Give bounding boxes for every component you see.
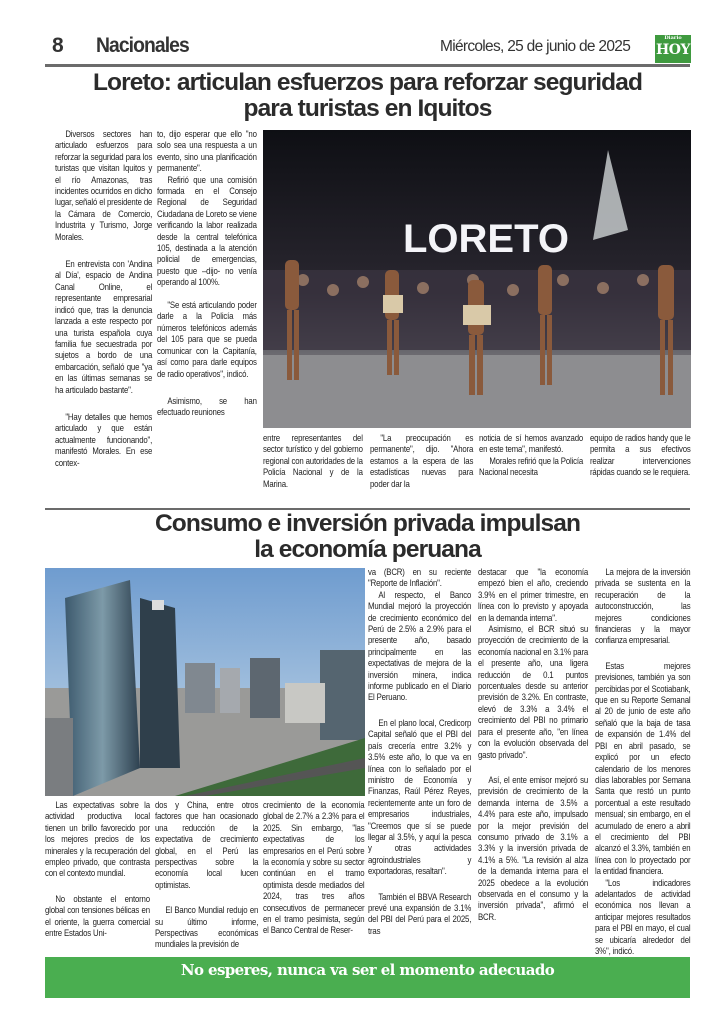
banner-text: No esperes, nunca va ser el momento adecuado [180, 961, 555, 979]
article1-column-5 [479, 433, 583, 479]
article1-column-2 [157, 129, 257, 419]
photo-sign-text: LORETO [403, 217, 569, 261]
paragraph: Diversos sectores han articulado esfuerzos para reforzar la seguridad para los turistas que visitan Iquitos y el río Amazonas, tras incidentes ocurridos en dicho lugar, señaló el presidente de la Cámara de Comercio, Industrita y Turismo, Jorge Morales. [55, 129, 153, 242]
paragraph: destacar que "la economía empezó bien el año, creciendo 3.9% en el primer trimestre, en línea con lo previsto y apoyada en la demanda interna". [478, 567, 589, 623]
headline-line: para turistas en Iquitos [243, 95, 492, 122]
article2-column-5 [478, 567, 588, 923]
headline-line: Consumo e inversión privada impulsan [154, 510, 581, 537]
paragraph: También el BBVA Research prevé una expansión de 3.1% del PBI del Perú para el 2025, tras [368, 891, 472, 936]
paragraph: Morales refirió que la Policía Nacional necesita [479, 455, 584, 478]
paragraph: to, dijo esperar que ello "no solo sea una respuesta a un evento, sino una planificación permanente". [157, 129, 257, 174]
paragraph: Estas mejores previsiones, también ya son percibidas por el Scotiabank, que en su Reporte Semanal al 20 de junio de este año señaló que la baja de tasa de expansión de 1.4% del PBI en abril pasado, se explicó por un efecto calendario de los menores días laborables por Semana Santa que restó un punto porcentual a este resultado mensual; sin embargo, en el acumulado de enero a abril el crecimiento del PBI alcanzó el 3.3%, también en línea con lo proyectado por la entidad financiera. [595, 660, 691, 877]
article1-headline [45, 70, 690, 122]
paragraph: La mejora de la inversión privada se sustenta en la recuperación de la autoconstrucción, las mejores condiciones financieras y la mayor confianza empresarial. [595, 567, 691, 646]
paragraph: Al respecto, el Banco Mundial mejoró la proyección de crecimiento económico del Perú de 2.5% a 2.9% para el presente año, basado principalmente en las expectativas de mejora de la inversión minera, indica informe publicado en el Diario El Peruano. [368, 589, 472, 703]
paragraph: Asimismo, el BCR situó su proyección de crecimiento de la economía nacional en 3.1% para el presente año, una ligera reducción de 0.1 puntos porcentuales desde su anterior previsión de 3.2%. En contraste, elevó de 3.3% a 3.4% el crecimiento del PBI no primario para el presente año, "en línea con la evolución observada del gasto privado". [478, 624, 589, 760]
paragraph: "Hay detalles que hemos articulado y que están actualmente funcionando", manifestó Morales. En ese contex- [55, 411, 153, 468]
paragraph: En el plano local, Credicorp Capital señaló que el PBI del país crecería entre 3.2% y 3.5% este año, lo que va en línea con lo señalado por el ministro de Economía y Finanzas, Raúl Pérez Reyes, recientemente ante un foro de empresarios industriales, "Creemos que sí se puede llegar al 3.5%, y aquí la pesca y otras actividades agroindustriales y exportadoras, resaltan". [368, 717, 472, 877]
paragraph: va (BCR) en su reciente "Reporte de Inflación". [368, 567, 472, 589]
headline-line: la economía peruana [254, 536, 481, 563]
article2-headline [45, 511, 690, 563]
diario-hoy-logo [655, 35, 691, 63]
paragraph: noticia de sí hemos avanzado en este tema", manifestó. [479, 433, 584, 455]
page-number: 8 [52, 34, 63, 57]
paragraph: equipo de radios handy que le permita a sus efectivos realizar intervenciones rápidas cuando se le requiera. [590, 433, 691, 478]
logo-big-text: HOY [656, 42, 690, 58]
article2-column-4 [368, 567, 471, 937]
article1-column-3 [263, 433, 363, 490]
promo-banner [45, 957, 690, 998]
paragraph: Las expectativas sobre la actividad productiva local tienen un brillo favorecido por los mejores precios de los minerales y la recuperación del empleo privado, que contrasta con el contexto mundial. [45, 800, 150, 879]
paragraph: "La preocupación es permanente", dijo. "Ahora estamos a la espera de las estadísticas nuevas para poder dar la [370, 433, 474, 489]
headline-line: Loreto: articulan esfuerzos para reforzar seguridad [92, 69, 643, 96]
section-title: Nacionales [96, 34, 189, 57]
article2-column-1 [45, 800, 150, 939]
paragraph: "Los indicadores adelantados de actividad económica nos llevan a anticipar mejores resultados para el PBI en mayo, el cual se ubicaría alrededor del 3%", indicó. [595, 877, 691, 956]
article2-column-3 [263, 800, 364, 937]
article1-column-6 [590, 433, 691, 479]
paragraph: Asimismo, se han efectuado reuniones [157, 395, 257, 418]
paragraph: dos y China, entre otros factores que han ocasionado una reducción de la expectativa de crecimiento global, en el Perú las perspectivas sobre la economía local lucen optimistas. [155, 800, 259, 890]
article2-column-6 [595, 567, 690, 957]
paragraph: crecimiento de la economía global de 2.7% a 2.3% para el 2025. Sin embargo, "las expectativas de los empresarios en el Perú sobre la economía y sobre su sector continúan en el tramo optimista desde mediados del 2024, tras tres años consecutivos de permanecer en el tramo pesimista, según el Banco Central de Reser- [263, 800, 365, 936]
issue-date: Miércoles, 25 de junio de 2025 [440, 38, 631, 55]
article1-column-1 [55, 129, 152, 469]
article2-photo-city [45, 568, 365, 796]
article2-column-2 [155, 800, 258, 951]
paragraph: entre representantes del sector turístico y del gobierno regional con autoridades de la Policía Nacional y de la Marina. [263, 433, 363, 489]
header-rule [45, 64, 690, 67]
photo-festival-scene [263, 130, 691, 428]
paragraph: Así, el ente emisor mejoró su previsión de crecimiento de la demanda interna de 3.5% a 4.4% para este año, impulsado por la mejor previsión del consumo privado de 3.1% a 3.3% y la inversión privada de 4.1% a 5%. "La revisión al alza de la demanda interna para el 2025 obedece a la evolución observada en el consumo y la inversión privada", afirmó el BCR. [478, 774, 589, 922]
paragraph: No obstante el entorno global con tensiones bélicas en el oriente, la guerra comercial entre Estados Uni- [45, 893, 150, 939]
paragraph: "Se está articulando poder darle a la Policía más números telefónicos además del 105 para que se pueda comunicar con la Capitanía, así como para darle equipos de radio operativos", indicó. [157, 300, 257, 379]
photo-lima-skyline [45, 568, 365, 796]
citi-sign [152, 600, 164, 610]
article1-column-4 [370, 433, 473, 490]
paragraph: El Banco Mundial redujo en su último informe, Perspectivas económicas mundiales la previsión de [155, 905, 259, 950]
paragraph: Refirió que una comisión formada en el Consejo Regional de Seguridad Ciudadana de Loreto se viene verificando la labor realizada desde la central telefónica 105, destinada a la atención policial de emergencias, puesto que –dijo- no venía operando al 100%. [157, 174, 257, 288]
logo-small-text: Diario [664, 35, 682, 41]
paragraph: En entrevista con 'Andina al Día', espacio de Andina Canal Online, el representante empresarial indicó que, tras la denuncia lanzada a este respecto por una turista española cuya familia fue secuestrada por sujetos a bordo de una embarcación, señaló que "ya en las últimas semanas se ha articulado bastante". [55, 259, 153, 395]
article1-photo-dancers [263, 130, 691, 428]
